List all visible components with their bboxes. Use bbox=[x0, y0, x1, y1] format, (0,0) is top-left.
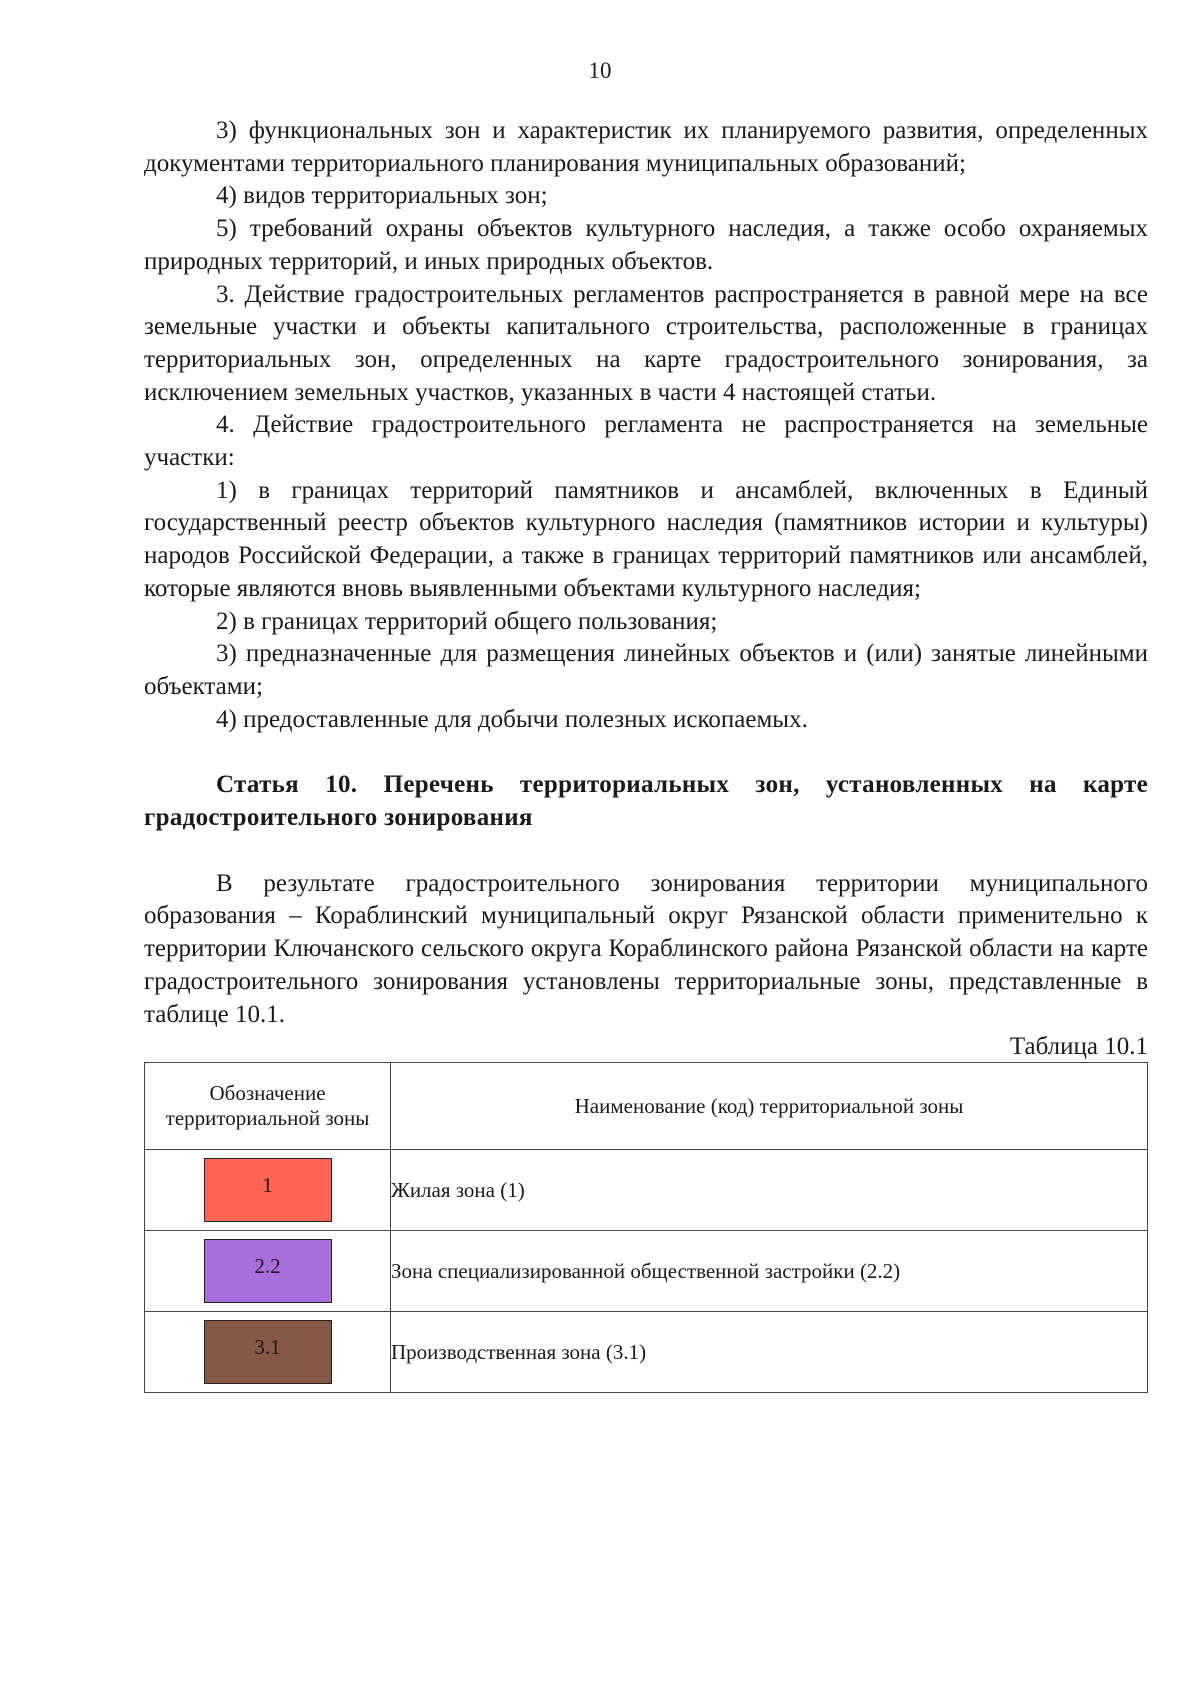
paragraph: 4) видов территориальных зон; bbox=[216, 182, 548, 210]
paragraph: 1) в границах территорий памятников и ансамблей, включенных в Единый государственный реестр объектов культурного наследия (памятников истории и культуры) народов Российской Федерации, а также в границах территорий памятников или ансамблей, которые являются вновь выявленными объектами культурного наследия; bbox=[144, 476, 1148, 602]
zone-name: Производственная зона (3.1) bbox=[391, 1312, 1148, 1393]
paragraph: 4) предоставленные для добычи полезных ископаемых. bbox=[216, 705, 808, 733]
table-row bbox=[145, 1150, 1148, 1231]
zone-sign-cell bbox=[145, 1150, 391, 1231]
zone-swatch: 1 bbox=[204, 1158, 332, 1222]
paragraph: 2) в границах территорий общего пользования; bbox=[216, 607, 718, 635]
header-sign: Обозначение территориальной зоны bbox=[145, 1063, 391, 1150]
document-body bbox=[144, 115, 1148, 1393]
zone-sign-cell bbox=[145, 1312, 391, 1393]
zone-name: Жилая зона (1) bbox=[391, 1150, 1148, 1231]
paragraph: 3) функциональных зон и характеристик их планируемого развития, определенных документами территориального планирования муниципальных образований; bbox=[144, 117, 1148, 177]
article-intro: В результате градостроительного зонирования территории муниципального образования – Кораблинский муниципальный округ Рязанской области применительно к территории Ключанского сельского округа Кораблинского района Рязанской области на карте градостроительного зонирования установлены территориальные зоны, представленные в таблице 10.1. bbox=[144, 869, 1148, 1028]
paragraph: 3. Действие градостроительных регламентов распространяется в равной мере на все земельные участки и объекты капитального строительства, расположенные в границах территориальных зон, определенных на карте градостроительного зонирования, за исключением земельных участков, указанных в части 4 настоящей статьи. bbox=[144, 280, 1148, 406]
zone-swatch: 3.1 bbox=[204, 1320, 332, 1384]
table-header-row bbox=[145, 1063, 1148, 1150]
table-row bbox=[145, 1312, 1148, 1393]
table-row bbox=[145, 1231, 1148, 1312]
zone-swatch: 2.2 bbox=[204, 1239, 332, 1303]
zone-sign-cell bbox=[145, 1231, 391, 1312]
article-heading: Статья 10. Перечень территориальных зон, установленных на карте градостроительного зонирования bbox=[144, 771, 1148, 832]
paragraph: 3) предназначенные для размещения линейных объектов и (или) занятые линейными объектами; bbox=[144, 640, 1148, 700]
table-caption: Таблица 10.1 bbox=[1009, 1033, 1148, 1061]
paragraph: 4. Действие градостроительного регламента не распространяется на земельные участки: bbox=[144, 411, 1148, 472]
zones-table bbox=[144, 1062, 1148, 1393]
paragraph: 5) требований охраны объектов культурного наследия, а также особо охраняемых природных территорий, и иных природных объектов. bbox=[144, 215, 1148, 275]
page-number: 10 bbox=[588, 58, 612, 83]
zone-name: Зона специализированной общественной застройки (2.2) bbox=[391, 1231, 1148, 1312]
header-name: Наименование (код) территориальной зоны bbox=[391, 1063, 1148, 1150]
